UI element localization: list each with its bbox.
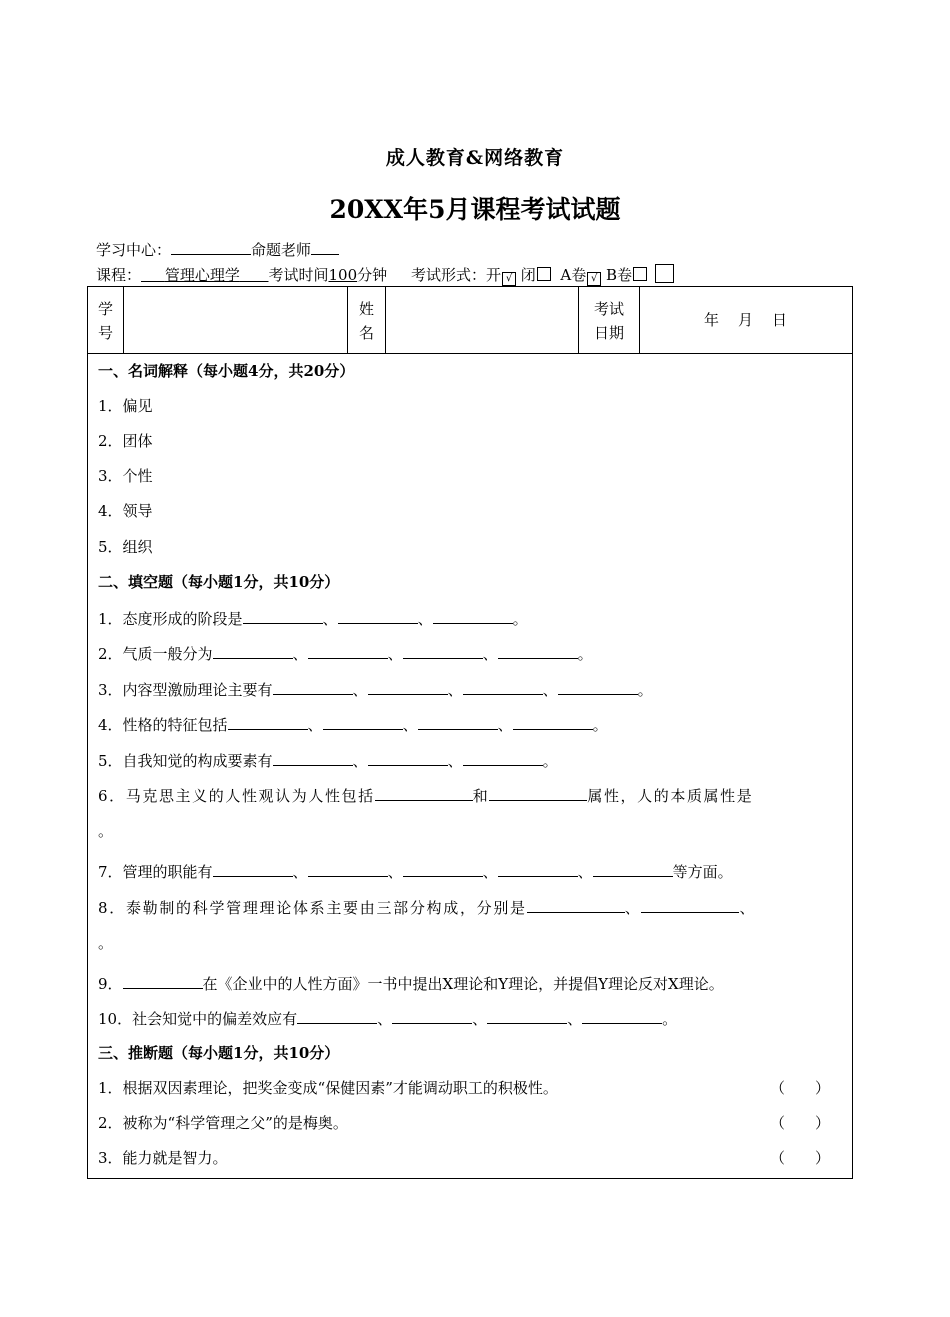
center-label: 学习中心：: [96, 241, 172, 259]
answer-blank[interactable]: [213, 860, 293, 877]
separator: 、: [377, 1010, 393, 1028]
paper-b-checkbox[interactable]: [633, 267, 647, 281]
fill-question-6-end: 。: [98, 822, 114, 840]
answer-blank[interactable]: [273, 749, 353, 766]
question-text: 1．根据双因素理论，把奖金变成“保健因素”才能调动职工的积极性。: [98, 1079, 558, 1097]
answer-blank[interactable]: [213, 642, 293, 659]
answer-parentheses[interactable]: （ ）: [769, 1114, 830, 1132]
student-id-field[interactable]: [124, 287, 347, 353]
question-text: 5．自我知觉的构成要素有: [98, 752, 273, 770]
period: 。: [577, 645, 593, 663]
separator: 、: [387, 863, 403, 881]
fill-question-8-end: 。: [98, 934, 114, 952]
info-line-center: [96, 238, 339, 260]
separator: 、: [447, 681, 463, 699]
answer-blank[interactable]: [487, 1007, 567, 1024]
judge-question-2: [98, 1112, 842, 1133]
question-text: 2．气质一般分为: [98, 645, 213, 663]
answer-blank[interactable]: [403, 642, 483, 659]
time-label: 考试时间: [268, 266, 329, 284]
term-item: 1．偏见: [98, 397, 153, 415]
answer-blank[interactable]: [582, 1007, 662, 1024]
exam-frame: [87, 286, 853, 1179]
separator: 、: [482, 645, 498, 663]
answer-parentheses[interactable]: （ ）: [769, 1079, 830, 1097]
period: 。: [512, 610, 528, 628]
fill-question-2: [98, 642, 842, 664]
student-info-row: [88, 287, 852, 354]
question-text: 3．内容型激励理论主要有: [98, 681, 273, 699]
question-text: 属性，人的本质属性是: [587, 787, 754, 805]
answer-blank[interactable]: [593, 860, 673, 877]
separator: 、: [739, 899, 757, 917]
judge-question-3: [98, 1147, 842, 1168]
course-label: 课程：: [96, 266, 142, 284]
answer-blank[interactable]: [308, 642, 388, 659]
answer-blank[interactable]: [513, 713, 593, 730]
answer-blank[interactable]: [228, 713, 308, 730]
fill-question-7: [98, 860, 842, 882]
name-field[interactable]: [386, 287, 578, 353]
term-item: 2．团体: [98, 432, 153, 450]
separator: 、: [567, 1010, 583, 1028]
answer-blank[interactable]: [498, 860, 578, 877]
fill-question-5: [98, 749, 842, 771]
separator: 、: [352, 681, 368, 699]
answer-blank[interactable]: [375, 784, 473, 801]
name-label: [348, 297, 385, 345]
answer-blank[interactable]: [403, 860, 483, 877]
judge-question-1: [98, 1077, 842, 1098]
question-text: 在《企业中的人性方面》一书中提出X理论和Y理论，并提倡Y理论反对X理论。: [202, 975, 724, 993]
answer-blank[interactable]: [243, 607, 323, 624]
answer-blank[interactable]: [297, 1007, 377, 1024]
separator: 、: [352, 752, 368, 770]
fill-question-8: [98, 896, 842, 918]
fill-question-4: [98, 713, 842, 735]
time-unit: 分钟: [357, 266, 388, 284]
exam-date-char: 考试: [593, 300, 624, 318]
paper-a-checkbox[interactable]: √: [587, 272, 601, 286]
section-3-title: 三、推断题（每小题1分，共10分）: [98, 1044, 340, 1062]
student-id-char: 号: [97, 324, 113, 342]
period: 。: [637, 681, 653, 699]
exam-date-char: 日期: [593, 324, 624, 342]
answer-blank[interactable]: [489, 784, 587, 801]
open-checkbox[interactable]: √: [502, 272, 516, 286]
closed-checkbox[interactable]: [537, 267, 551, 281]
term-item: 5．组织: [98, 538, 153, 556]
answer-blank[interactable]: [338, 607, 418, 624]
answer-blank[interactable]: [498, 642, 578, 659]
extra-checkbox[interactable]: [655, 264, 674, 283]
question-text: 7．管理的职能有: [98, 863, 213, 881]
answer-blank[interactable]: [368, 749, 448, 766]
answer-blank[interactable]: [368, 678, 448, 695]
period: 。: [542, 752, 558, 770]
period: 。: [592, 716, 608, 734]
info-line-course: [96, 264, 674, 286]
answer-parentheses[interactable]: （ ）: [769, 1149, 830, 1167]
exam-date-label: [579, 297, 639, 345]
question-text: 10．社会知觉中的偏差效应有: [98, 1010, 298, 1028]
separator: 、: [292, 645, 308, 663]
question-text: 和: [472, 787, 490, 805]
student-id-char: 学: [97, 300, 113, 318]
answer-blank[interactable]: [418, 713, 498, 730]
answer-blank[interactable]: [463, 749, 543, 766]
question-text: 6．马克思主义的人性观认为人性包括: [98, 787, 375, 805]
answer-blank[interactable]: [527, 896, 625, 913]
separator: 、: [447, 752, 463, 770]
separator: 、: [497, 716, 513, 734]
page-title: 成人教育&网络教育: [385, 147, 565, 169]
course-name-text: 管理心理学: [164, 266, 240, 284]
question-text: 1．态度形成的阶段是: [98, 610, 243, 628]
answer-blank[interactable]: [558, 678, 638, 695]
answer-blank[interactable]: [392, 1007, 472, 1024]
separator: 、: [472, 1010, 488, 1028]
answer-blank[interactable]: [123, 972, 203, 989]
answer-blank[interactable]: [463, 678, 543, 695]
answer-blank[interactable]: [323, 713, 403, 730]
question-text: 等方面。: [672, 863, 733, 881]
question-text: 3．能力就是智力。: [98, 1149, 228, 1167]
exam-title: 20XX年5月课程考试试题: [329, 195, 621, 224]
answer-blank[interactable]: [641, 896, 739, 913]
section-1-title: 一、名词解释（每小题4分，共20分）: [98, 362, 355, 380]
separator: 、: [624, 899, 642, 917]
teacher-label: 命题老师: [251, 241, 312, 259]
name-char: 姓: [358, 300, 374, 318]
answer-blank[interactable]: [433, 607, 513, 624]
question-text: 8．泰勒制的科学管理理论体系主要由三部分构成，分别是: [98, 899, 527, 917]
answer-blank[interactable]: [273, 678, 353, 695]
separator: 、: [387, 645, 403, 663]
separator: 、: [577, 863, 593, 881]
separator: 、: [322, 610, 338, 628]
student-id-label: [88, 297, 123, 345]
section-2-title: 二、填空题（每小题1分，共10分）: [98, 573, 340, 591]
separator: 、: [482, 863, 498, 881]
separator: 、: [402, 716, 418, 734]
paper-b-label: B卷: [605, 266, 633, 284]
separator: 、: [417, 610, 433, 628]
question-text: 2．被称为“科学管理之父”的是梅奥。: [98, 1114, 348, 1132]
question-text: 4．性格的特征包括: [98, 716, 228, 734]
period: 。: [662, 1010, 678, 1028]
fill-question-1: [98, 607, 842, 629]
name-char: 名: [358, 324, 374, 342]
separator: 、: [292, 863, 308, 881]
paper-a-label: A卷: [560, 266, 587, 284]
answer-blank[interactable]: [308, 860, 388, 877]
separator: 、: [307, 716, 323, 734]
fill-question-10: [98, 1007, 842, 1029]
fill-question-9: [98, 972, 842, 994]
question-number: 9．: [98, 975, 123, 993]
term-item: 3．个性: [98, 467, 153, 485]
term-item: 4．领导: [98, 502, 153, 520]
time-value: 100: [328, 266, 358, 284]
teacher-blank: [311, 238, 339, 255]
center-blank: [171, 238, 251, 255]
course-name: [141, 266, 268, 284]
fill-question-6: [98, 784, 842, 806]
separator: 、: [542, 681, 558, 699]
exam-date-field[interactable]: 年 月 日: [703, 311, 789, 329]
closed-label: 闭: [520, 266, 536, 284]
form-label: 考试形式：开: [411, 266, 502, 284]
fill-question-3: [98, 678, 842, 700]
